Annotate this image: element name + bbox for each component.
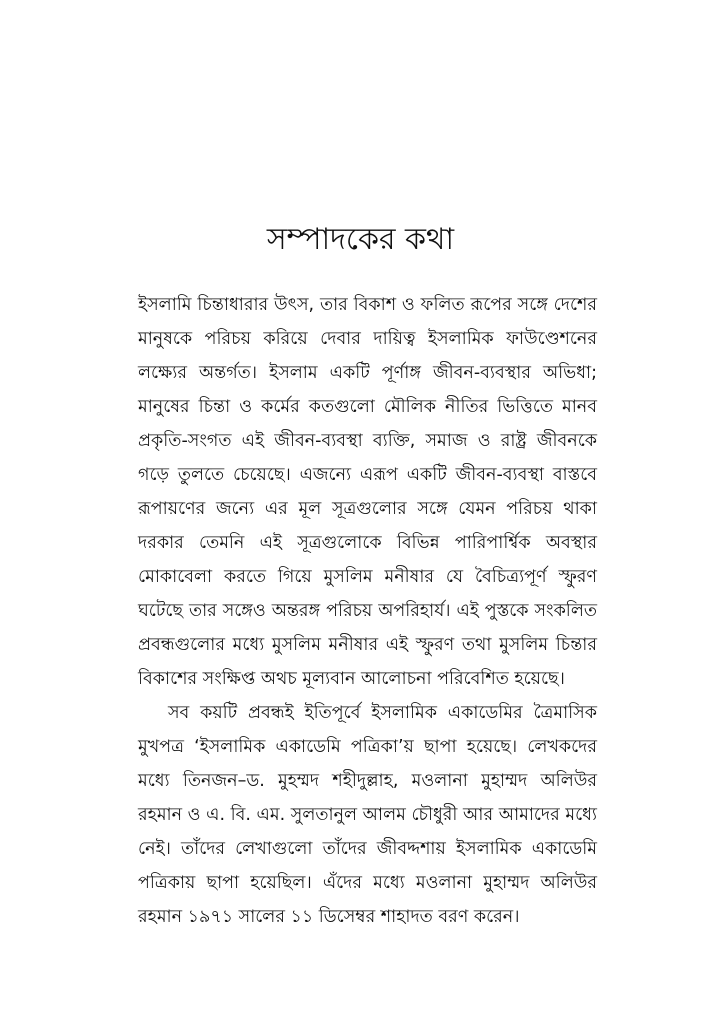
body-text: [138, 288, 597, 934]
paragraph-1: ইসলামি চিন্তাধারার উৎস, তার বিকাশ ও ফলিত রূপের সঙ্গে দেশের মানুষকে পরিচয় করিয়ে দেবার দায়িত্ব ইসলামিক ফাউণ্ডেশনের লক্ষ্যের অন্তর্গত। ইসলাম একটি পূর্ণাঙ্গ জীবন-ব্যবস্থার অভিধা; মানুষের চিন্তা ও কর্মের কতগুলো মৌলিক নীতির ভিত্তিতে মানব প্রকৃতি-সংগত এই জীবন-ব্যবস্থা ব্যক্তি, সমাজ ও রাষ্ট্র জীবনকে গড়ে তুলতে চেয়েছে। এজন্যে এরূপ একটি জীবন-ব্যবস্থা বাস্তবে রূপায়ণের জন্যে এর মূল সূত্রগুলোর সঙ্গে যেমন পরিচয় থাকা দরকার তেমনি এই সূত্রগুলোকে বিভিন্ন পারিপার্শ্বিক অবস্থার মোকাবেলা করতে গিয়ে মুসলিম মনীষার যে বৈচিত্র্যপূর্ণ স্ফুরণ ঘটেছে তার সঙ্গেও অন্তরঙ্গ পরিচয় অপরিহার্য। এই পুস্তকে সংকলিত প্রবন্ধগুলোর মধ্যে মুসলিম মনীষার এই স্ফুরণ তথা মুসলিম চিন্তার বিকাশের সংক্ষিপ্ত অথচ মূল্যবান আলোচনা পরিবেশিত হয়েছে।: [138, 295, 597, 689]
page-title: সম্পাদকের কথা: [266, 222, 455, 257]
paragraph-2: সব কয়টি প্রবন্ধই ইতিপূর্বে ইসলামিক একাডেমির ত্রৈমাসিক মুখপত্র ‘ইসলামিক একাডেমি পত্রিকা’য় ছাপা হয়েছে। লেখকদের মধ্যে তিনজন–ড. মুহম্মদ শহীদুল্লাহ, মওলানা মুহাম্মদ অলিউর রহমান ও এ. বি. এম. সুলতানুল আলম চৌধুরী আর আমাদের মধ্যে নেই। তাঁদের লেখাগুলো তাঁদের জীবদ্দশায় ইসলামিক একাডেমি পত্রিকায় ছাপা হয়েছিল। এঁদের মধ্যে মওলানা মুহাম্মদ অলিউর রহমান ১৯৭১ সালের ১১ ডিসেম্বর শাহাদত বরণ করেন।: [138, 703, 597, 927]
